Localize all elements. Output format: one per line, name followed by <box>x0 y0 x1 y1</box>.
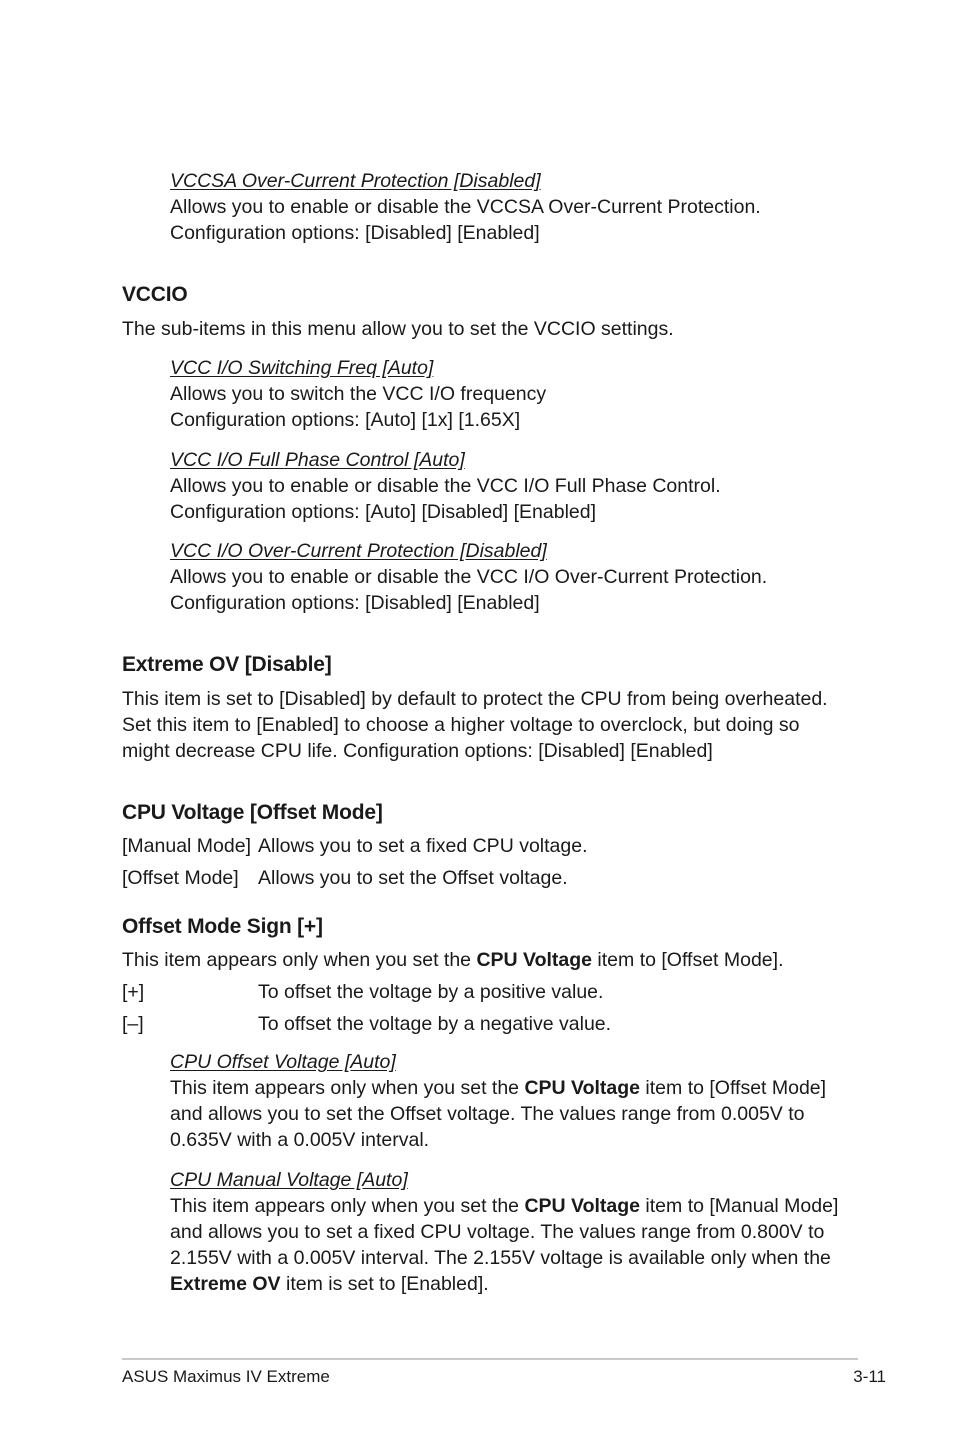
vccio-ocp-title: VCC I/O Over-Current Protection [Disabled] <box>170 540 547 562</box>
offset-sign-desc-plus: To offset the voltage by a positive value. <box>258 981 604 1003</box>
cpu-voltage-desc-manual: Allows you to set a fixed CPU voltage. <box>258 835 588 857</box>
cpu-voltage-heading: CPU Voltage [Offset Mode] <box>122 801 383 824</box>
extreme-ov-heading: Extreme OV [Disable] <box>122 653 332 676</box>
cpu-offset-voltage-line3: 0.635V with a 0.005V interval. <box>170 1129 430 1151</box>
cpu-voltage-term-manual: [Manual Mode] <box>122 835 251 857</box>
cpu-manual-voltage-line1: This item appears only when you set the CPU Voltage item to [Manual Mode] <box>170 1195 839 1217</box>
offset-sign-desc-minus: To offset the voltage by a negative value. <box>258 1013 612 1035</box>
vccsa-ocp-title: VCCSA Over-Current Protection [Disabled] <box>170 170 541 192</box>
vccio-switching-freq-options: Configuration options: [Auto] [1x] [1.65X] <box>170 409 521 431</box>
cpu-offset-voltage-line2: and allows you to set the Offset voltage. The values range from 0.005V to <box>170 1103 805 1125</box>
vccio-full-phase-desc: Allows you to enable or disable the VCC I/O Full Phase Control. <box>170 475 721 497</box>
vccio-switching-freq-title: VCC I/O Switching Freq [Auto] <box>170 357 434 379</box>
vccsa-ocp-desc: Allows you to enable or disable the VCCSA Over-Current Protection. <box>170 196 761 218</box>
vccio-ocp-desc: Allows you to enable or disable the VCC I/O Over-Current Protection. <box>170 566 768 588</box>
offset-sign-heading: Offset Mode Sign [+] <box>122 915 323 938</box>
footer-product-name: ASUS Maximus IV Extreme <box>122 1367 330 1386</box>
cpu-voltage-desc-offset: Allows you to set the Offset voltage. <box>258 867 568 889</box>
vccio-intro: The sub-items in this menu allow you to set the VCCIO settings. <box>122 318 674 340</box>
extreme-ov-line1: This item is set to [Disabled] by default to protect the CPU from being overheated. <box>122 688 828 710</box>
footer-divider <box>122 1358 858 1360</box>
vccio-heading: VCCIO <box>122 283 188 306</box>
cpu-offset-voltage-title: CPU Offset Voltage [Auto] <box>170 1051 396 1073</box>
extreme-ov-line2: Set this item to [Enabled] to choose a higher voltage to overclock, but doing so <box>122 714 800 736</box>
cpu-manual-voltage-title: CPU Manual Voltage [Auto] <box>170 1169 408 1191</box>
cpu-manual-voltage-line2: and allows you to set a fixed CPU voltage. The values range from 0.800V to <box>170 1221 825 1243</box>
vccio-switching-freq-desc: Allows you to switch the VCC I/O frequency <box>170 383 547 405</box>
cpu-offset-voltage-line1: This item appears only when you set the CPU Voltage item to [Offset Mode] <box>170 1077 827 1099</box>
vccio-full-phase-options: Configuration options: [Auto] [Disabled] [Enabled] <box>170 501 597 523</box>
offset-sign-term-plus: [+] <box>122 981 145 1003</box>
extreme-ov-line3: might decrease CPU life. Configuration options: [Disabled] [Enabled] <box>122 740 713 762</box>
vccsa-ocp-options: Configuration options: [Disabled] [Enabled] <box>170 222 540 244</box>
vccio-ocp-options: Configuration options: [Disabled] [Enabled] <box>170 592 540 614</box>
footer-page-number: 3-11 <box>853 1367 886 1386</box>
cpu-manual-voltage-line3: 2.155V with a 0.005V interval. The 2.155V voltage is available only when the <box>170 1247 831 1269</box>
vccio-full-phase-title: VCC I/O Full Phase Control [Auto] <box>170 449 465 471</box>
cpu-voltage-term-offset: [Offset Mode] <box>122 867 239 889</box>
offset-sign-term-minus: [–] <box>122 1013 144 1035</box>
cpu-manual-voltage-line4: Extreme OV item is set to [Enabled]. <box>170 1273 489 1295</box>
offset-sign-intro: This item appears only when you set the CPU Voltage item to [Offset Mode]. <box>122 949 784 971</box>
